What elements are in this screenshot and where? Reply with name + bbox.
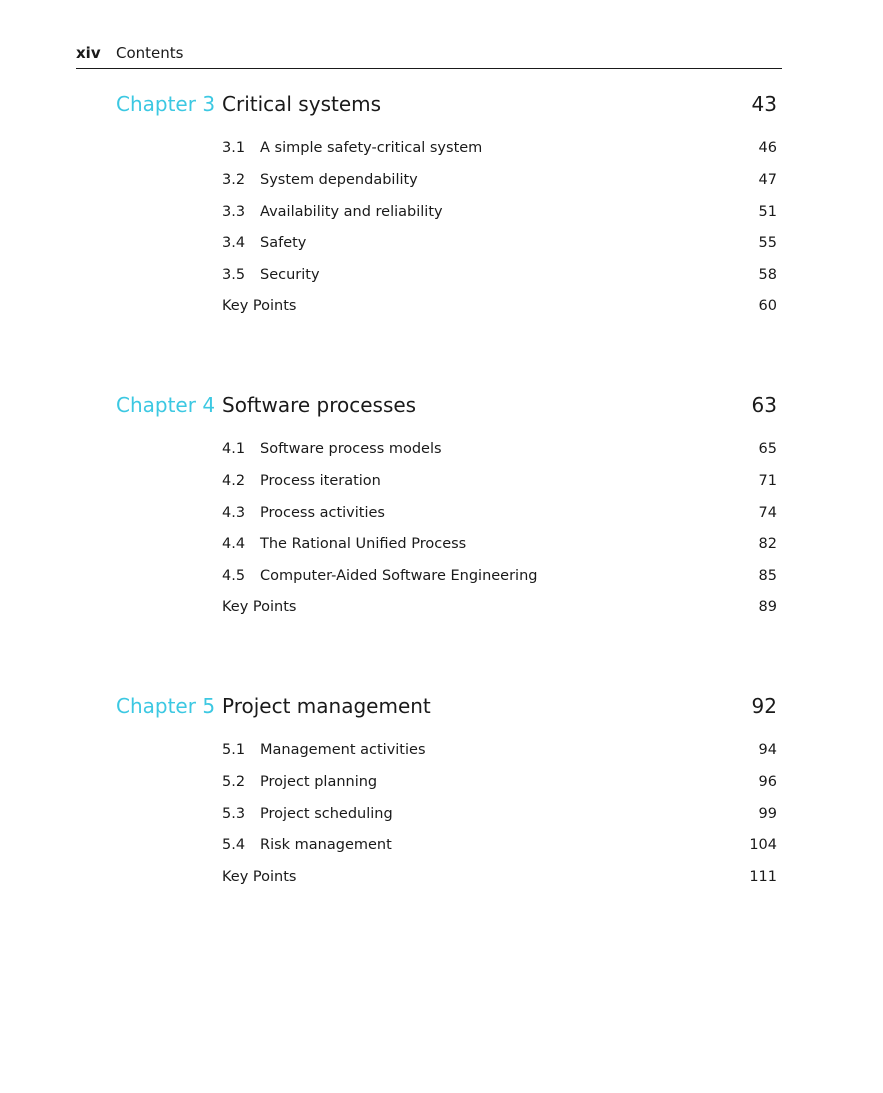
toc-entry[interactable] — [0, 568, 883, 590]
section-number: 3.5 — [222, 267, 246, 283]
toc-entry[interactable] — [0, 267, 883, 289]
section-number: 3.2 — [222, 172, 246, 188]
section-page-number: 104 — [749, 837, 777, 853]
page-header — [76, 44, 782, 69]
toc-entry-key-points[interactable] — [0, 599, 883, 621]
toc-entry[interactable] — [0, 774, 883, 796]
toc-entry-key-points[interactable] — [0, 298, 883, 320]
section-page-number: 55 — [758, 235, 777, 251]
chapter-heading[interactable] — [0, 694, 883, 722]
toc-entry[interactable] — [0, 441, 883, 463]
section-number: 4.1 — [222, 441, 246, 457]
toc-entry[interactable] — [0, 473, 883, 495]
toc-entry[interactable] — [0, 536, 883, 558]
section-title: System dependability — [260, 172, 418, 188]
section-title: Management activities — [260, 742, 426, 758]
chapter-page-number: 92 — [751, 694, 777, 718]
toc-entry[interactable] — [0, 806, 883, 828]
chapter-label: Chapter 5 — [116, 694, 216, 718]
section-title: Project planning — [260, 774, 378, 790]
section-number: 4.5 — [222, 568, 246, 584]
section-number: 4.4 — [222, 536, 246, 552]
chapter-label: Chapter 3 — [116, 92, 216, 116]
section-title: Key Points — [222, 298, 297, 314]
chapter-title: Software processes — [222, 393, 417, 417]
section-page-number: 46 — [758, 140, 777, 156]
section-title: Project scheduling — [260, 806, 393, 822]
section-page-number: 99 — [758, 806, 777, 822]
chapter-title: Critical systems — [222, 92, 382, 116]
section-page-number: 51 — [758, 204, 777, 220]
page-number: xiv — [76, 44, 101, 62]
section-title: Key Points — [222, 869, 297, 885]
toc-entry[interactable] — [0, 204, 883, 226]
section-title: Risk management — [260, 837, 392, 853]
section-page-number: 65 — [758, 441, 777, 457]
section-number: 3.4 — [222, 235, 246, 251]
section-page-number: 94 — [758, 742, 777, 758]
toc-entry[interactable] — [0, 837, 883, 859]
toc-entry[interactable] — [0, 742, 883, 764]
chapter-title: Project management — [222, 694, 431, 718]
section-page-number: 71 — [758, 473, 777, 489]
chapter-page-number: 43 — [751, 92, 777, 116]
section-title: Availability and reliability — [260, 204, 443, 220]
section-number: 4.2 — [222, 473, 246, 489]
section-number: 5.4 — [222, 837, 246, 853]
section-page-number: 58 — [758, 267, 777, 283]
section-title: Security — [260, 267, 320, 283]
toc-entry[interactable] — [0, 140, 883, 162]
section-number: 3.1 — [222, 140, 246, 156]
section-page-number: 85 — [758, 568, 777, 584]
section-title: A simple safety-critical system — [260, 140, 483, 156]
section-number: 5.3 — [222, 806, 246, 822]
toc-entry[interactable] — [0, 235, 883, 257]
section-page-number: 96 — [758, 774, 777, 790]
section-page-number: 74 — [758, 505, 777, 521]
chapter-page-number: 63 — [751, 393, 777, 417]
running-title: Contents — [116, 44, 184, 62]
section-page-number: 82 — [758, 536, 777, 552]
chapter-label: Chapter 4 — [116, 393, 216, 417]
section-page-number: 47 — [758, 172, 777, 188]
section-number: 4.3 — [222, 505, 246, 521]
chapter-heading[interactable] — [0, 393, 883, 421]
toc-entry[interactable] — [0, 172, 883, 194]
section-page-number: 60 — [758, 298, 777, 314]
section-page-number: 111 — [749, 869, 777, 885]
section-number: 5.2 — [222, 774, 246, 790]
section-number: 3.3 — [222, 204, 246, 220]
section-title: Software process models — [260, 441, 442, 457]
section-title: Process activities — [260, 505, 385, 521]
section-title: Key Points — [222, 599, 297, 615]
toc-entry-key-points[interactable] — [0, 869, 883, 891]
section-title: Computer-Aided Software Engineering — [260, 568, 538, 584]
section-title: Safety — [260, 235, 307, 251]
section-number: 5.1 — [222, 742, 246, 758]
chapter-heading[interactable] — [0, 92, 883, 120]
section-page-number: 89 — [758, 599, 777, 615]
toc-entry[interactable] — [0, 505, 883, 527]
section-title: Process iteration — [260, 473, 381, 489]
section-title: The Rational Unified Process — [260, 536, 467, 552]
